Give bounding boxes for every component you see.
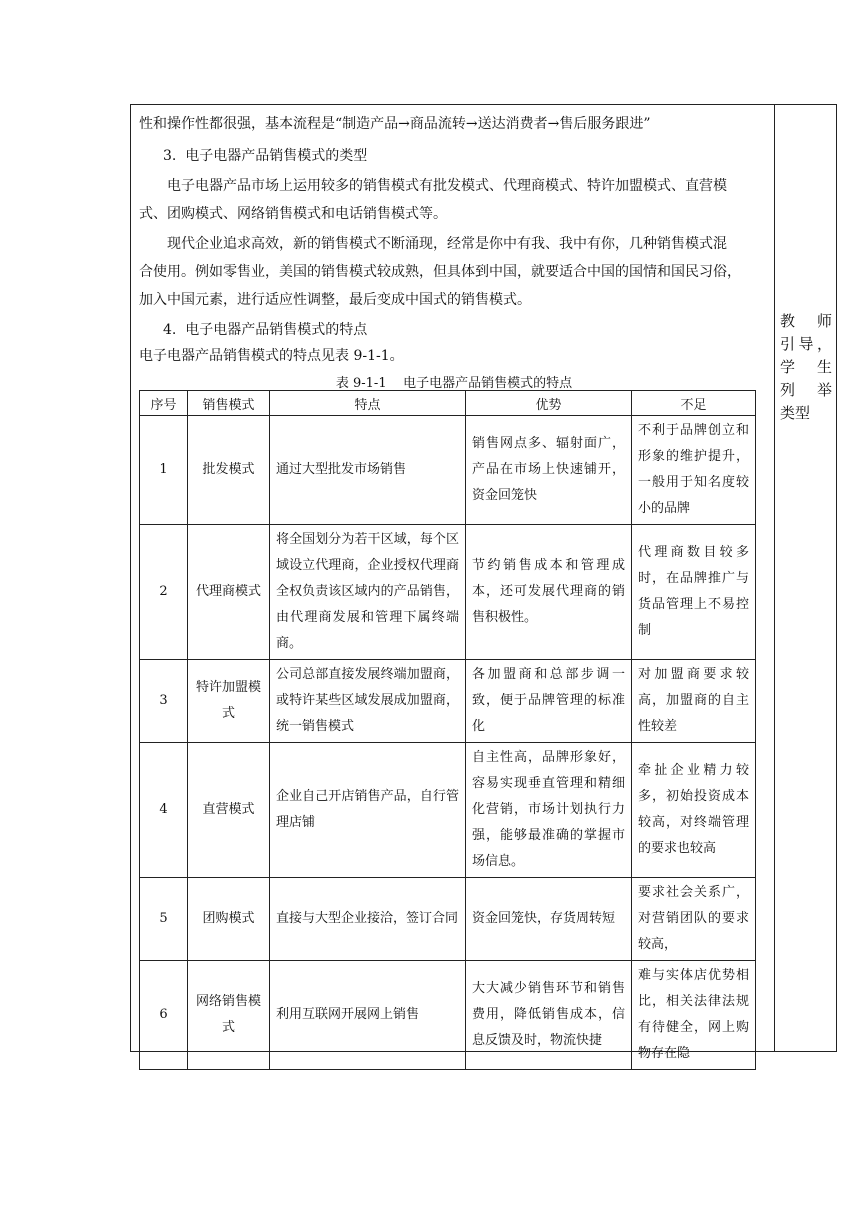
cell-shortcoming: 代理商数目较多时，在品牌推广与货品管理上不易控制 <box>632 525 756 660</box>
paragraph-1-line-1: 电子电器产品市场上运用较多的销售模式有批发模式、代理商模式、特许加盟模式、直营模 <box>167 178 727 194</box>
side-note-line: 学 生 <box>780 358 832 376</box>
cell-mode: 团购模式 <box>188 878 270 961</box>
cell-no: 3 <box>140 660 188 743</box>
table-row <box>140 961 756 1070</box>
cell-advantage: 自主性高，品牌形象好，容易实现垂直管理和精细化营销，市场计划执行力强，能够最准确的掌握市场信息。 <box>466 743 632 878</box>
cell-advantage: 资金回笼快，存货周转短 <box>466 878 632 961</box>
cell-feature: 企业自己开店销售产品，自行管理店铺 <box>270 743 466 878</box>
header-mode: 销售模式 <box>188 391 270 416</box>
cell-no: 6 <box>140 961 188 1070</box>
cell-mode: 特许加盟模式 <box>188 660 270 743</box>
table-row <box>140 416 756 525</box>
cell-no: 5 <box>140 878 188 961</box>
cell-feature: 直接与大型企业接洽，签订合同 <box>270 878 466 961</box>
table-intro: 电子电器产品销售模式的特点见表 9-1-1。 <box>139 348 404 364</box>
cell-shortcoming: 牵扯企业精力较多，初始投资成本较高，对终端管理的要求也较高 <box>632 743 756 878</box>
cell-feature: 利用互联网开展网上销售 <box>270 961 466 1070</box>
table-row <box>140 525 756 660</box>
table-row <box>140 878 756 961</box>
cell-feature: 公司总部直接发展终端加盟商，或特许某些区域发展成加盟商，统一销售模式 <box>270 660 466 743</box>
side-note <box>780 310 832 425</box>
paragraph-1-line-2: 式、团购模式、网络销售模式和电话销售模式等。 <box>139 206 447 222</box>
cell-feature: 将全国划分为若干区域，每个区域设立代理商，企业授权代理商全权负责该区域内的产品销售，由代理商发展和管理下属终端商。 <box>270 525 466 660</box>
cell-mode: 批发模式 <box>188 416 270 525</box>
heading-section-4: 4. 电子电器产品销售模式的特点 <box>163 322 368 338</box>
header-shortcoming: 不足 <box>632 391 756 416</box>
cell-no: 1 <box>140 416 188 525</box>
cell-shortcoming: 要求社会关系广，对营销团队的要求较高， <box>632 878 756 961</box>
side-note-line: 引导， <box>780 335 832 353</box>
cell-mode: 网络销售模式 <box>188 961 270 1070</box>
cell-shortcoming: 难与实体店优势相比，相关法律法规有待健全，网上购物存在隐 <box>632 961 756 1070</box>
cell-shortcoming: 不利于品牌创立和形象的维护提升，一般用于知名度较小的品牌 <box>632 416 756 525</box>
cell-no: 4 <box>140 743 188 878</box>
heading-section-3: 3. 电子电器产品销售模式的类型 <box>163 148 368 164</box>
cell-advantage: 大大减少销售环节和销售费用，降低销售成本，信息反馈及时，物流快捷 <box>466 961 632 1070</box>
table-caption: 表 9-1-1 电子电器产品销售模式的特点 <box>335 376 573 391</box>
header-advantage: 优势 <box>466 391 632 416</box>
table-row <box>140 660 756 743</box>
column-divider <box>774 104 775 1052</box>
cell-feature: 通过大型批发市场销售 <box>270 416 466 525</box>
cell-mode: 代理商模式 <box>188 525 270 660</box>
paragraph-2-line-3: 加入中国元素，进行适应性调整，最后变成中国式的销售模式。 <box>139 292 531 308</box>
cell-advantage: 各加盟商和总部步调一致，便于品牌管理的标准化 <box>466 660 632 743</box>
cell-no: 2 <box>140 525 188 660</box>
paragraph-2-line-2: 合使用。例如零售业，美国的销售模式较成熟，但具体到中国，就要适合中国的国情和国民习俗， <box>139 264 741 280</box>
cell-advantage: 销售网点多、辐射面广，产品在市场上快速铺开，资金回笼快 <box>466 416 632 525</box>
text-line-1: 性和操作性都很强，基本流程是“制造产品→商品流转→送达消费者→售后服务跟进” <box>139 116 651 132</box>
table-row <box>140 743 756 878</box>
header-no: 序号 <box>140 391 188 416</box>
header-feature: 特点 <box>270 391 466 416</box>
side-note-line: 类型 <box>780 404 811 422</box>
side-note-line: 列 举 <box>780 381 832 399</box>
paragraph-2-line-1: 现代企业追求高效，新的销售模式不断涌现，经常是你中有我、我中有你，几种销售模式混 <box>167 236 727 252</box>
table-header-row <box>140 391 756 416</box>
cell-advantage: 节约销售成本和管理成本，还可发展代理商的销售积极性。 <box>466 525 632 660</box>
sales-mode-table <box>139 390 756 1070</box>
side-note-line: 教 师 <box>780 312 832 330</box>
cell-shortcoming: 对加盟商要求较高，加盟商的自主性较差 <box>632 660 756 743</box>
cell-mode: 直营模式 <box>188 743 270 878</box>
